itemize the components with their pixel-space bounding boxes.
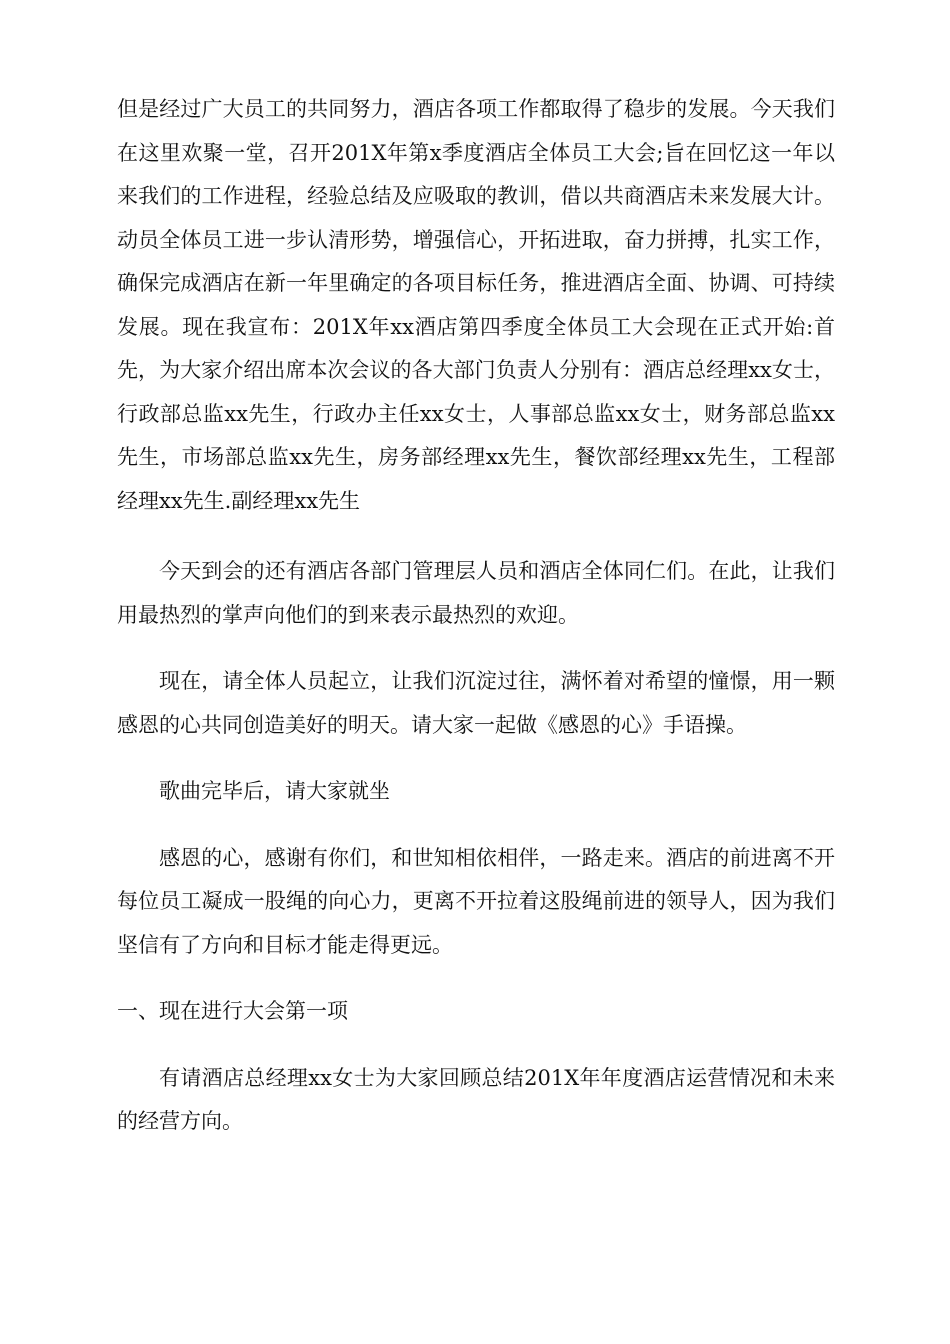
paragraph-opening: 但是经过广大员工的共同努力，酒店各项工作都取得了稳步的发展。今天我们在这里欢聚一堂，召开201X年第x季度酒店全体员工大会;旨在回忆这一年以来我们的工作进程，经验总结及应吸取的教训，借以共商酒店未来发展大计。动员全体员工进一步认清形势，增强信心，开拓进取，奋力拼搏，扎实工作，确保完成酒店在新一年里确定的各项目标任务，推进酒店全面、协调、可持续发展。现在我宣布：201X年xx酒店第四季度全体员工大会现在正式开始:首先，为大家介绍出席本次会议的各大部门负责人分别有：酒店总经理xx女士，行政部总监xx先生，行政办主任xx女士，人事部总监xx女士，财务部总监xx先生，市场部总监xx先生，房务部经理xx先生，餐饮部经理xx先生，工程部经理xx先生.副经理xx先生 [117,97,835,513]
paragraph-gratitude: 感恩的心，感谢有你们，和世知相依相伴，一路走来。酒店的前进离不开每位员工凝成一股绳的向心力，更离不开拉着这股绳前进的领导人，因为我们坚信有了方向和目标才能走得更远。 [117,845,835,957]
paragraph-general-manager: 有请酒店总经理xx女士为大家回顾总结201X年年度酒店运营情况和未来的经营方向。 [117,1065,835,1133]
section-heading-item-one: 一、现在进行大会第一项 [117,999,348,1023]
paragraph-be-seated: 歌曲完毕后，请大家就坐 [159,779,390,803]
document-body [117,88,835,1167]
paragraph-welcome: 今天到会的还有酒店各部门管理层人员和酒店全体同仁们。在此，让我们用最热烈的掌声向他们的到来表示最热烈的欢迎。 [117,559,835,627]
paragraph-stand-up: 现在，请全体人员起立，让我们沉淀过往，满怀着对希望的憧憬，用一颗感恩的心共同创造美好的明天。请大家一起做《感恩的心》手语操。 [117,669,835,737]
